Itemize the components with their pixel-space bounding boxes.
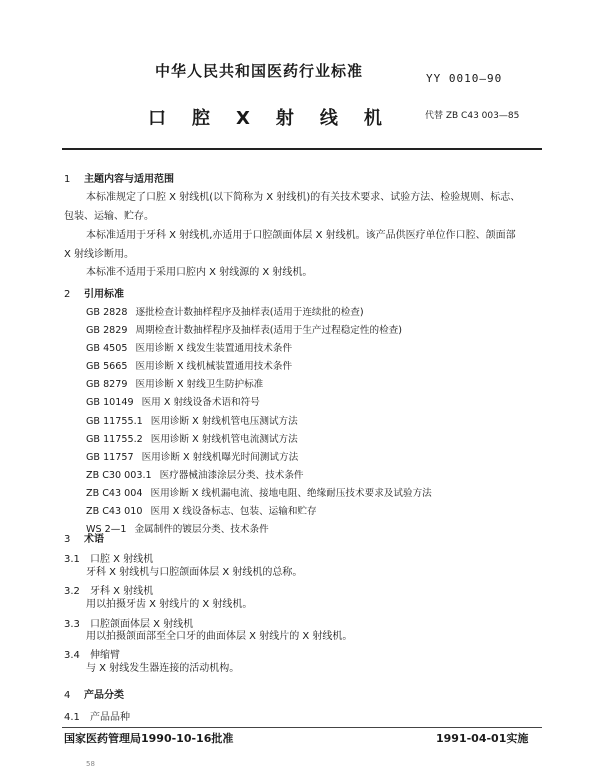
referenced-standards-list: [86, 304, 432, 539]
reference-title: 医用 X 射线设备术语和符号: [141, 397, 260, 409]
reference-code: GB 11757: [86, 451, 134, 463]
reference-title: 周期检查计数抽样程序及抽样表(适用于生产过程稳定性的检查): [135, 325, 403, 337]
term-definition: 与 X 射线发生器连接的活动机构。: [86, 663, 240, 674]
reference-title: 医用 X 线设备标志、包装、运输和贮存: [150, 506, 317, 518]
term-number: 3.2: [64, 586, 80, 597]
reference-code: ZB C43 010: [86, 506, 143, 518]
section-title: 术语: [84, 534, 104, 545]
reference-code: GB 5665: [86, 361, 128, 373]
reference-title: 医用诊断 X 射线卫生防护标准: [135, 379, 264, 391]
industry-standard-title: 中华人民共和国医药行业标准: [155, 62, 364, 80]
reference-title: 医用诊断 X 射线机管电压测试方法: [150, 415, 298, 427]
term-number: 3.1: [64, 554, 80, 565]
reference-item: [86, 394, 432, 412]
reference-code: GB 2829: [86, 325, 128, 337]
section-2-heading: [64, 285, 124, 300]
term-name: 口腔颌面体层 X 射线机: [90, 619, 194, 630]
section-number: 1: [64, 174, 71, 185]
subsection-heading: [64, 708, 130, 723]
document-title: 口腔X射线机: [148, 108, 408, 129]
reference-code: GB 11755.2: [86, 433, 143, 445]
page-number: 58: [86, 760, 95, 768]
reference-title: 医用诊断 X 射线机管电流测试方法: [150, 433, 298, 445]
reference-item: [86, 449, 432, 467]
approval-statement: 国家医药管理局1990-10-16批准: [64, 732, 234, 745]
term-number: 3.4: [64, 650, 80, 661]
term-name: 口腔 X 射线机: [90, 554, 154, 565]
term-definition: 用以拍摄牙齿 X 射线片的 X 射线机。: [86, 599, 253, 610]
section-title: 引用标准: [84, 289, 124, 300]
reference-code: GB 2828: [86, 307, 128, 318]
section-title: 产品分类: [84, 690, 124, 701]
reference-item: [86, 485, 432, 503]
reference-title: 金属制件的镀层分类、技术条件: [134, 524, 269, 536]
term-number: 3.3: [64, 619, 80, 630]
subsection-number: 4.1: [64, 712, 80, 723]
section-title: 主题内容与适用范围: [84, 174, 174, 185]
reference-code: WS 2—1: [86, 524, 127, 536]
reference-item: [86, 431, 432, 449]
reference-item: [86, 521, 432, 539]
reference-item: [86, 340, 432, 358]
reference-code: ZB C43 004: [86, 487, 143, 499]
effective-date: 1991-04-01实施: [436, 732, 529, 745]
reference-code: GB 10149: [86, 397, 134, 409]
subsection-title: 产品品种: [90, 712, 130, 723]
reference-item: [86, 304, 432, 322]
footer-divider: [62, 727, 542, 728]
reference-title: 医用诊断 X 线发生装置通用技术条件: [135, 343, 293, 355]
reference-item: [86, 358, 432, 376]
section-number: 2: [64, 289, 71, 300]
section-1-paragraph-3: 本标准不适用于采用口腔内 X 射线源的 X 射线机。: [86, 267, 313, 278]
reference-item: [86, 322, 432, 340]
section-number: 3: [64, 534, 71, 545]
replaces-standard: 代替 ZB C43 003—85: [425, 111, 520, 121]
reference-title: 医用诊断 X 射线机曝光时间测试方法: [141, 451, 299, 463]
reference-item: [86, 376, 432, 394]
section-1-heading: [64, 170, 174, 185]
reference-item: [86, 467, 432, 485]
section-1-paragraph-1: 本标准规定了口腔 X 射线机(以下简称为 X 射线机)的有关技术要求、试验方法、检验规则、标志、: [86, 192, 521, 203]
section-4-heading: [64, 686, 124, 701]
reference-code: ZB C30 003.1: [86, 469, 152, 481]
section-1-paragraph-2-cont: X 射线诊断用。: [64, 249, 135, 260]
section-3-heading: [64, 530, 104, 545]
term-definition: 牙科 X 射线机与口腔颌面体层 X 射线机的总称。: [86, 567, 303, 578]
reference-code: GB 4505: [86, 343, 128, 355]
reference-code: GB 8279: [86, 379, 128, 391]
reference-title: 医用诊断 X 线机械装置通用技术条件: [135, 361, 293, 373]
reference-item: [86, 413, 432, 431]
section-1-paragraph-2: 本标准适用于牙科 X 射线机,亦适用于口腔颌面体层 X 射线机。该产品供医疗单位作口腔、颌面部: [86, 230, 516, 241]
reference-item: [86, 503, 432, 521]
header-divider: [62, 148, 542, 150]
reference-title: 医疗器械油漆涂层分类、技术条件: [159, 469, 304, 481]
reference-title: 逐批检查计数抽样程序及抽样表(适用于连续批的检查): [135, 307, 364, 318]
standard-number: YY 0010—90: [426, 72, 503, 85]
section-number: 4: [64, 690, 71, 701]
term-name: 牙科 X 射线机: [90, 586, 154, 597]
term-name: 伸缩臂: [90, 650, 120, 661]
reference-code: GB 11755.1: [86, 415, 143, 427]
term-definition: 用以拍摄颌面部至全口牙的曲面体层 X 射线片的 X 射线机。: [86, 631, 353, 642]
section-1-paragraph-1-cont: 包装、运输、贮存。: [64, 211, 154, 222]
reference-title: 医用诊断 X 线机漏电流、接地电阻、绝缘耐压技术要求及试验方法: [150, 487, 432, 499]
